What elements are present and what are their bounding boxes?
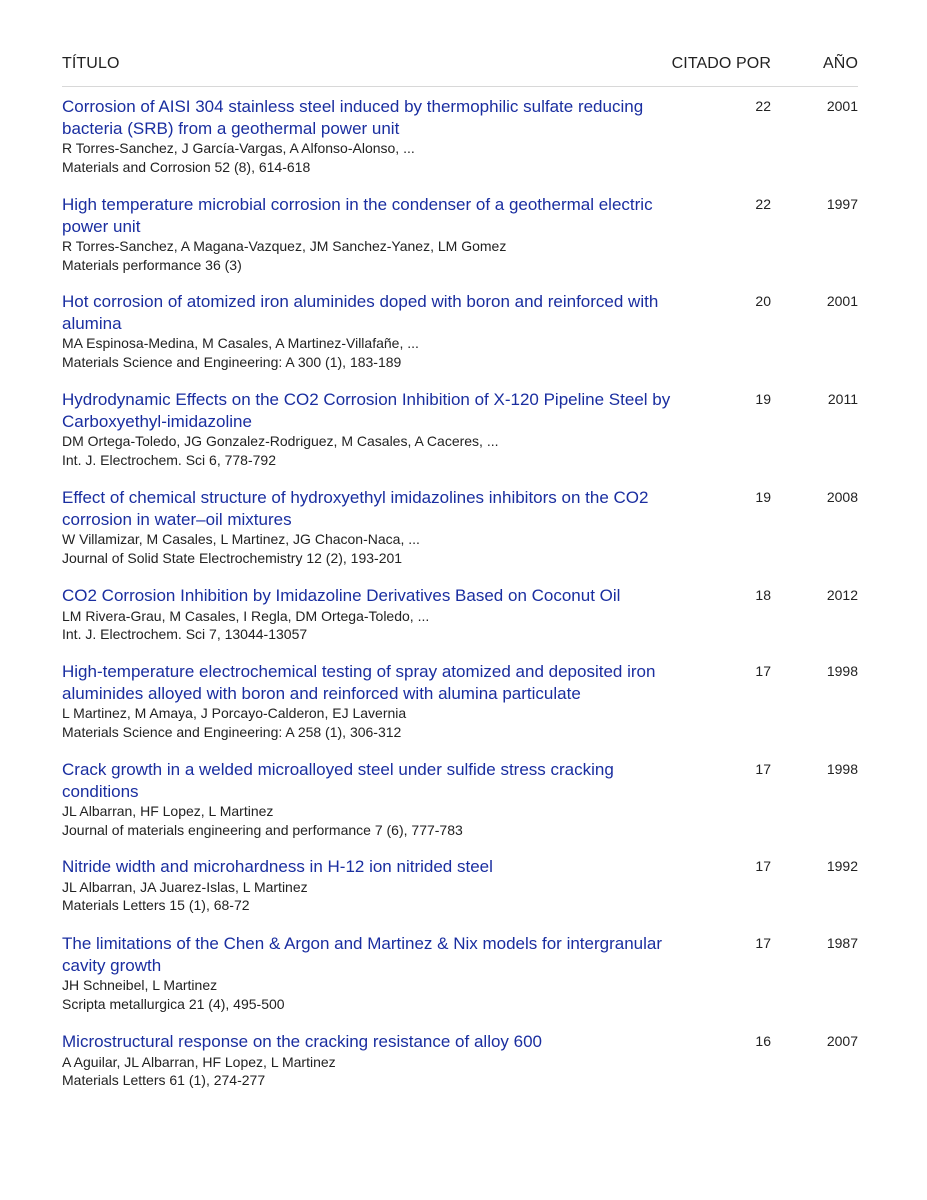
publication-title-link[interactable]: CO2 Corrosion Inhibition by Imidazoline Derivatives Based on Coconut Oil bbox=[62, 586, 621, 605]
publication-title-link[interactable]: Microstructural response on the cracking resistance of alloy 600 bbox=[62, 1032, 543, 1051]
publication-title-link[interactable]: Nitride width and microhardness in H-12 ion nitrided steel bbox=[62, 857, 493, 876]
publication-year: 2012 bbox=[826, 587, 858, 603]
publication-title-link[interactable]: High temperature microbial corrosion in the condenser of a geothermal electric power unit bbox=[62, 195, 653, 236]
cited-by-count[interactable]: 17 bbox=[755, 761, 771, 777]
publication-row bbox=[62, 96, 858, 176]
publication-authors: JH Schneibel, L Martinez bbox=[62, 977, 218, 993]
publication-venue: Int. J. Electrochem. Sci 7, 13044-13057 bbox=[62, 626, 308, 642]
publication-row bbox=[62, 389, 858, 469]
publication-year: 1987 bbox=[826, 935, 858, 951]
publication-authors: R Torres-Sanchez, J García-Vargas, A Alfonso-Alonso, ... bbox=[62, 140, 415, 156]
publication-venue: Materials Science and Engineering: A 300 (1), 183-189 bbox=[62, 353, 402, 370]
publication-title-link[interactable]: High-temperature electrochemical testing of spray atomized and deposited iron aluminides alloyed with boron and reinforced with alumina particulate bbox=[62, 662, 656, 703]
publication-authors: DM Ortega-Toledo, JG Gonzalez-Rodriguez, M Casales, A Caceres, ... bbox=[62, 433, 499, 449]
publication-venue: Int. J. Electrochem. Sci 6, 778-792 bbox=[62, 451, 276, 468]
publication-venue: Journal of materials engineering and performance 7 (6), 777-783 bbox=[62, 821, 463, 838]
publication-venue: Journal of Solid State Electrochemistry 12 (2), 193-201 bbox=[62, 549, 403, 566]
publication-venue: Materials Letters 15 (1), 68-72 bbox=[62, 897, 250, 913]
publication-row bbox=[62, 856, 858, 915]
cited-by-count[interactable]: 19 bbox=[755, 489, 771, 505]
publication-year: 2011 bbox=[827, 391, 858, 407]
cited-by-count[interactable]: 18 bbox=[755, 587, 771, 603]
publication-authors: L Martinez, M Amaya, J Porcayo-Calderon, EJ Lavernia bbox=[62, 705, 407, 721]
cited-by-count[interactable]: 19 bbox=[755, 391, 771, 407]
cited-by-count[interactable]: 20 bbox=[755, 293, 771, 309]
header-cited-by[interactable]: CITADO POR bbox=[671, 55, 771, 72]
publication-title-link[interactable]: Effect of chemical structure of hydroxyethyl imidazolines inhibitors on the CO2 corrosion in water–oil mixtures bbox=[62, 488, 649, 529]
publication-venue: Materials and Corrosion 52 (8), 614-618 bbox=[62, 158, 311, 175]
publication-year: 2008 bbox=[826, 489, 858, 505]
table-header bbox=[62, 0, 858, 87]
publication-row bbox=[62, 291, 858, 371]
cited-by-count[interactable]: 22 bbox=[755, 98, 771, 114]
publication-year: 1998 bbox=[826, 761, 858, 777]
publication-row bbox=[62, 487, 858, 567]
publication-title-link[interactable]: Hydrodynamic Effects on the CO2 Corrosion Inhibition of X-120 Pipeline Steel by Carboxyethyl-imidazoline bbox=[62, 390, 671, 431]
publication-row bbox=[62, 194, 858, 274]
cited-by-count[interactable]: 17 bbox=[755, 663, 771, 679]
header-year[interactable]: AÑO bbox=[823, 55, 858, 72]
publication-year: 1992 bbox=[826, 858, 858, 874]
publication-authors: MA Espinosa-Medina, M Casales, A Martinez-Villafañe, ... bbox=[62, 335, 419, 351]
publication-title-link[interactable]: Corrosion of AISI 304 stainless steel induced by thermophilic sulfate reducing bacteria (SRB) from a geothermal power unit bbox=[62, 97, 644, 138]
publication-year: 2001 bbox=[826, 293, 858, 309]
publication-row bbox=[62, 585, 858, 644]
publication-title-link[interactable]: Hot corrosion of atomized iron aluminides doped with boron and reinforced with alumina bbox=[62, 292, 659, 333]
publication-venue: Scripta metallurgica 21 (4), 495-500 bbox=[62, 995, 285, 1012]
publication-title-link[interactable]: Crack growth in a welded microalloyed steel under sulfide stress cracking conditions bbox=[62, 760, 614, 801]
publication-venue: Materials Science and Engineering: A 258 (1), 306-312 bbox=[62, 723, 402, 740]
publication-year: 2001 bbox=[826, 98, 858, 114]
publication-row bbox=[62, 1031, 858, 1090]
publication-row bbox=[62, 661, 858, 741]
cited-by-count[interactable]: 17 bbox=[755, 858, 771, 874]
header-title[interactable]: TÍTULO bbox=[62, 55, 120, 72]
publication-year: 2007 bbox=[826, 1033, 858, 1049]
publication-year: 1998 bbox=[826, 663, 858, 679]
publications-page bbox=[62, 0, 858, 1088]
publication-authors: A Aguilar, JL Albarran, HF Lopez, L Martinez bbox=[62, 1053, 336, 1070]
publication-venue: Materials performance 36 (3) bbox=[62, 256, 242, 273]
cited-by-count[interactable]: 22 bbox=[755, 196, 771, 212]
publication-title-link[interactable]: The limitations of the Chen & Argon and Martinez & Nix models for intergranular cavity growth bbox=[62, 934, 663, 975]
cited-by-count[interactable]: 16 bbox=[755, 1033, 771, 1049]
publication-year: 1997 bbox=[826, 196, 858, 212]
publication-authors: R Torres-Sanchez, A Magana-Vazquez, JM Sanchez-Yanez, LM Gomez bbox=[62, 238, 507, 254]
publication-authors: JL Albarran, JA Juarez-Islas, L Martinez bbox=[62, 878, 308, 895]
publication-row bbox=[62, 933, 858, 1013]
publication-authors: JL Albarran, HF Lopez, L Martinez bbox=[62, 803, 274, 819]
publication-venue: Materials Letters 61 (1), 274-277 bbox=[62, 1072, 266, 1088]
publication-authors: W Villamizar, M Casales, L Martinez, JG Chacon-Naca, ... bbox=[62, 531, 420, 547]
cited-by-count[interactable]: 17 bbox=[755, 935, 771, 951]
publication-row bbox=[62, 759, 858, 839]
publication-authors: LM Rivera-Grau, M Casales, I Regla, DM Ortega-Toledo, ... bbox=[62, 607, 430, 624]
